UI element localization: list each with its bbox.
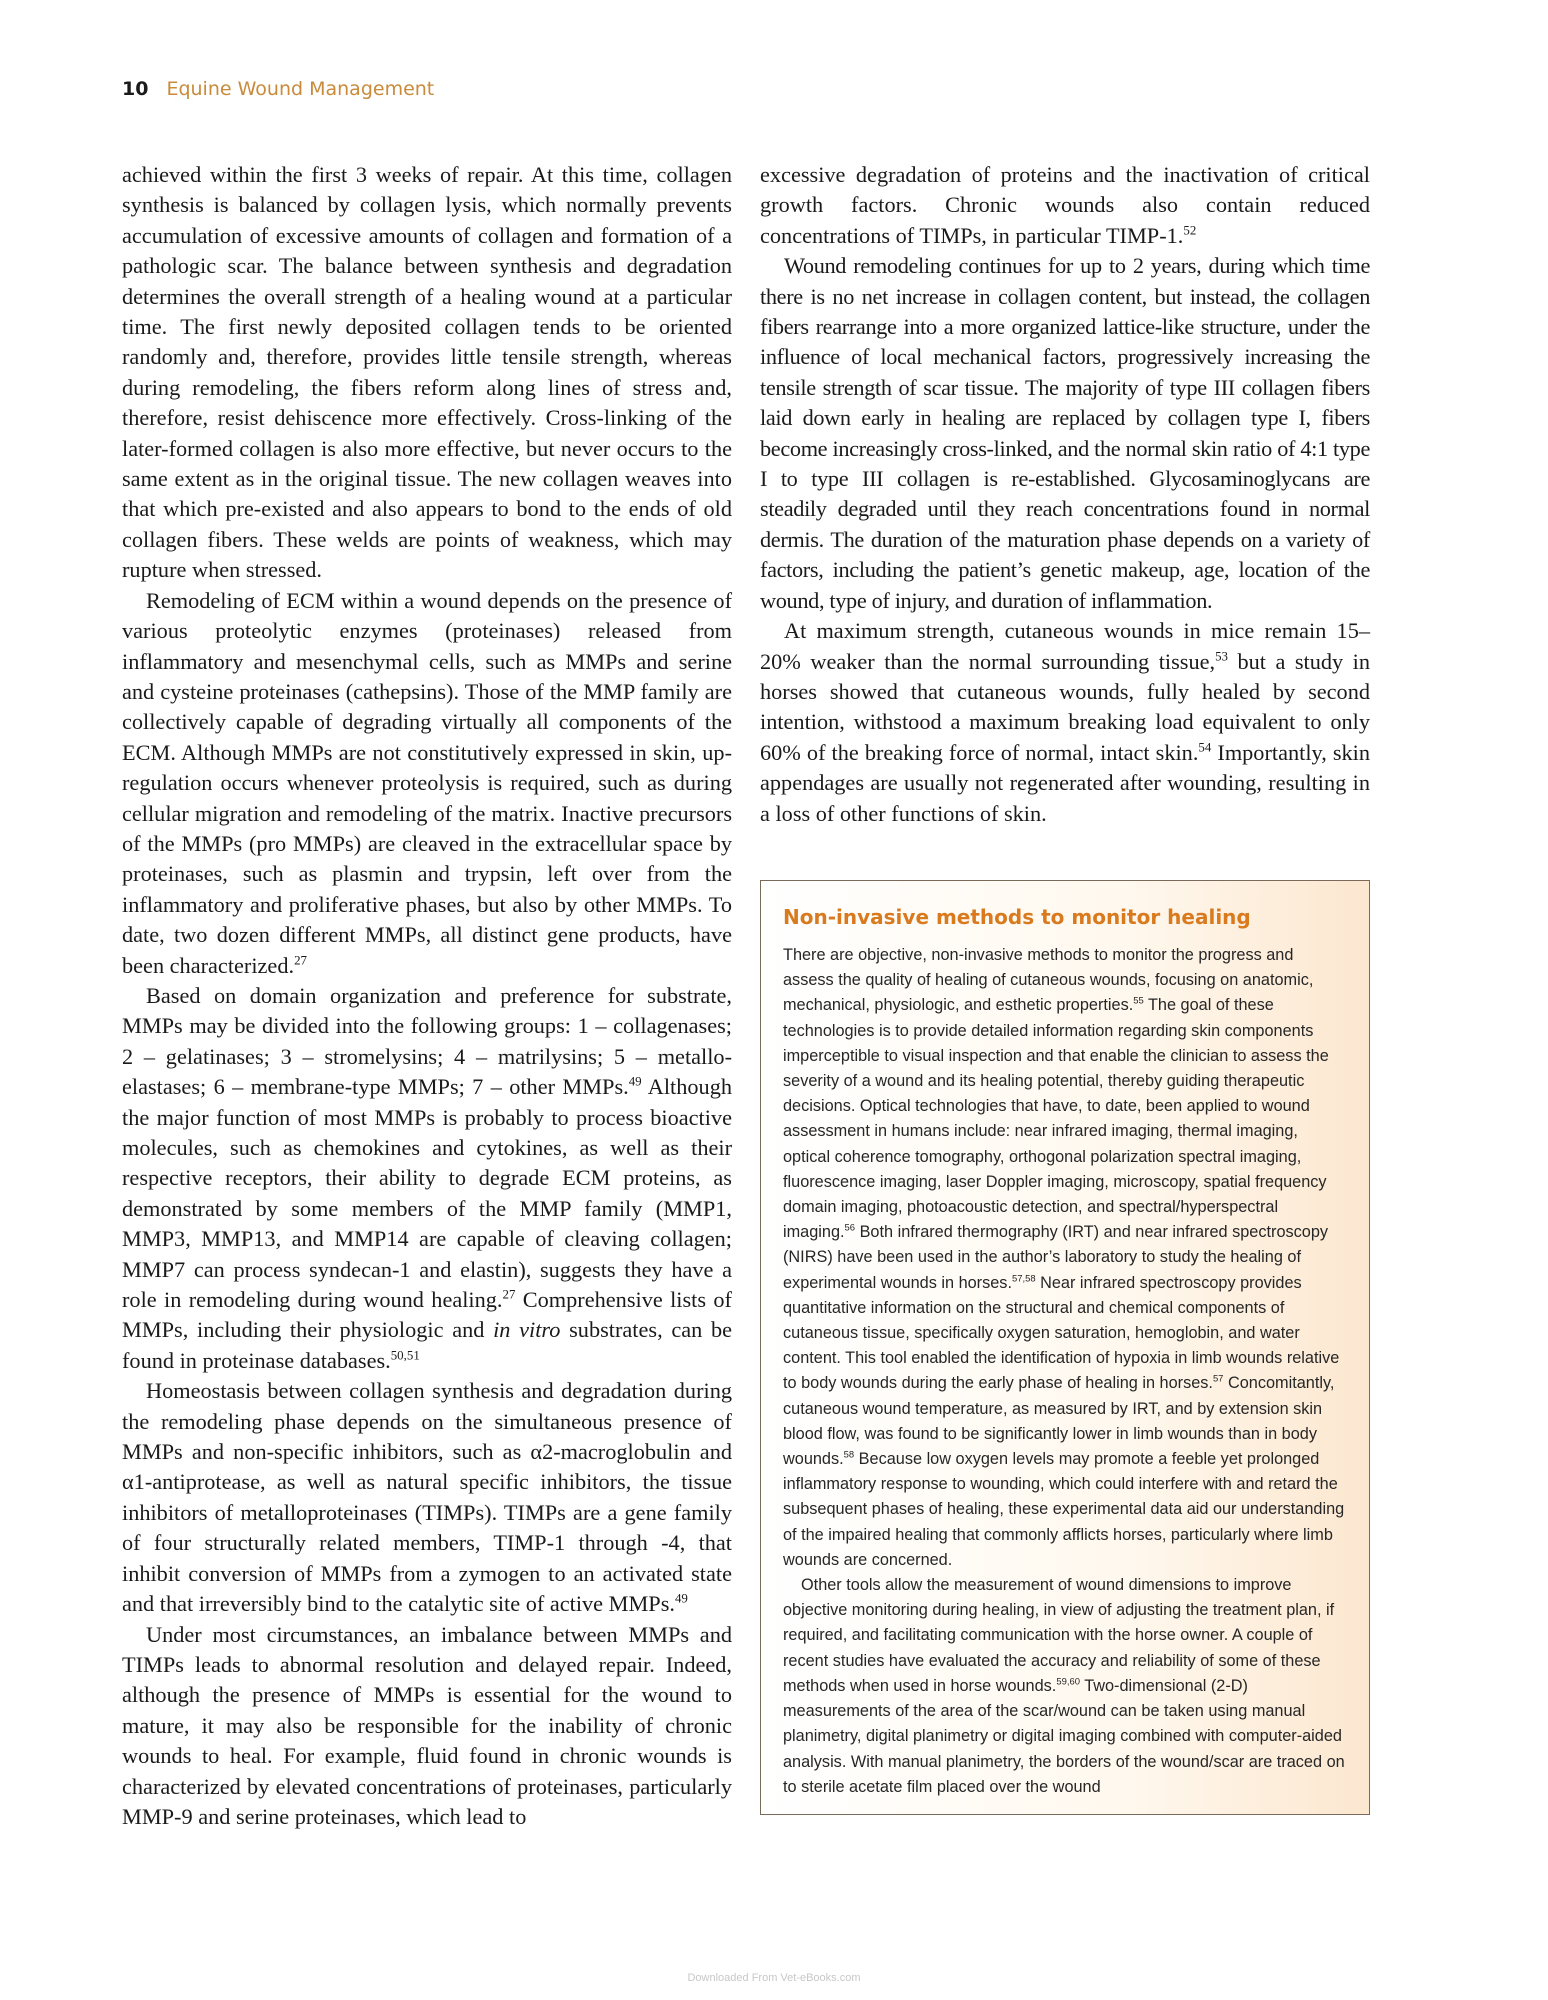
paragraph-text: Two-dimensional (2-D) measurements of the area of the scar/wound can be taken using manual planimetry, digital planimetry or digital imaging combined with computer-aided analysis. With manual planimetry, the borders of the wound/scar are traced on to sterile acetate film placed over the wound (783, 1676, 1345, 1796)
paragraph (760, 251, 1370, 616)
paragraph (122, 1620, 732, 1833)
page-number: 10 (122, 78, 149, 100)
paragraph (760, 616, 1370, 829)
citation-ref: 57,58 (1011, 1273, 1036, 1285)
paragraph-text: Wound remodeling continues for up to 2 years, during which time there is no net increase in collagen content, but instead, the collagen fibers rearrange into a more organized lattice-like structure, under the influence of local mechanical factors, progressively increasing the tensile strength of scar tissue. The majority of type III collagen fibers laid down early in healing are replaced by collagen type I, fibers become increasingly cross-linked, and the normal skin ratio of 4:1 type I to type III collagen is re-established. Glycosaminoglycans are steadily degraded until they reach concentrations found in normal dermis. The duration of the maturation phase depends on a variety of factors, including the patient’s genetic makeup, age, location of the wound, type of injury, and duration of inflammation. (760, 253, 1370, 613)
citation-ref: 53 (1215, 648, 1228, 664)
running-title: Equine Wound Management (166, 78, 435, 100)
paragraph (122, 160, 732, 586)
paragraph-text: Comprehensive lists of MMPs, including their physiologic and (122, 1287, 732, 1343)
paragraph-text: Although the major function of most MMPs is probably to process bioactive molecules, such as chemokines and cytokines, as well as their respective receptors, their ability to degrade ECM proteins, as demonstrated by some members of the MMP family (MMP1, MMP3, MMP13, and MMP14 are capable of cleaving collagen; MMP7 can process syndecan-1 and elastin), suggests they have a role in remodeling during wound healing. (122, 1074, 732, 1313)
paragraph-text: excessive degradation of proteins and the inactivation of critical growth factors. Chronic wounds also contain reduced concentrations of TIMPs, in particular TIMP-1. (760, 162, 1370, 248)
paragraph-text: At maximum strength, cutaneous wounds in mice remain 15–20% weaker than the normal surrounding tissue, (760, 618, 1370, 674)
citation-ref: 49 (674, 1590, 688, 1606)
paragraph (122, 586, 732, 981)
paragraph-text: Based on domain organization and preference for substrate, MMPs may be divided into the following groups: 1 – collagenases; 2 – gelatinases; 3 – stromelysins; 4 – matrilysins; 5 – metallo-elastases; 6 – membrane-type MMPs; 7 – other MMPs. (122, 982, 732, 1100)
running-header (122, 78, 434, 100)
citation-ref: 54 (1198, 739, 1212, 755)
paragraph-text: Near infrared spectroscopy provides quantitative information on the structural and chemical components of cutaneous tissue, specifically oxygen saturation, hemoglobin, and water content. This tool enabled the identification of hypoxia in limb wounds relative to body wounds during the early phase of healing in horses. (783, 1273, 1340, 1393)
paragraph-text: Other tools allow the measurement of wound dimensions to improve objective monitoring during healing, in view of adjusting the treatment plan, if required, and facilitating communication with the horse owner. A couple of recent studies have evaluated the accuracy and reliability of some of these methods when used in horse wounds. (783, 1576, 1335, 1695)
paragraph-text: Because low oxygen levels may promote a feeble yet prolonged inflammatory response to wounding, which could interfere with and retard the subsequent phases of healing, these experimental data aid our understanding of the impaired healing that commonly afflicts horses, particularly where limb wounds are concerned. (783, 1450, 1345, 1569)
paragraph-text: Concomitantly, cutaneous wound temperature, as measured by IRT, and by extension skin blood flow, was found to be significantly lower in limb wounds than in body wounds. (783, 1374, 1335, 1469)
citation-ref: 58 (843, 1449, 855, 1461)
paragraph-text: Both infrared thermography (IRT) and near infrared spectroscopy (NIRS) have been used in the author’s laboratory to study the healing of experimental wounds in horses. (783, 1223, 1329, 1292)
paragraph-text: substrates, can be found in proteinase databases. (122, 1317, 733, 1373)
paragraph-text: The goal of these technologies is to provide detailed information regarding skin components imperceptible to visual inspection and that enable the clinician to assess the severity of a wound and its healing potential, thereby guiding therapeutic decisions. Optical technologies that have, to date, been applied to wound assessment in humans include: near infrared imaging, thermal imaging, optical coherence tomography, orthogonal polarization spectral imaging, fluorescence imaging, laser Doppler imaging, microscopy, spatial frequency domain imaging, photoacoustic detection, and spectral/hyperspectral imaging. (783, 996, 1329, 1242)
citation-ref: 27 (294, 952, 307, 968)
citation-ref: 56 (844, 1222, 856, 1234)
download-footer: Downloaded From Vet-eBooks.com (687, 1972, 861, 1984)
paragraph-text: but a study in horses showed that cutaneous wounds, fully healed by second intention, withstood a maximum breaking load equivalent to only 60% of the breaking force of normal, intact skin. (760, 648, 1370, 765)
paragraph-text: Under most circumstances, an imbalance between MMPs and TIMPs leads to abnormal resolution and delayed repair. Indeed, although the presence of MMPs is essential for the wound to mature, it may also be responsible for the inability of chronic wounds to heal. For example, fluid found in chronic wounds is characterized by elevated concentrations of proteinases, particularly MMP-9 and serine proteinases, which lead to (122, 1621, 732, 1829)
box-paragraph (783, 1573, 1347, 1800)
citation-ref: 27 (502, 1286, 516, 1302)
paragraph-text: Remodeling of ECM within a wound depends on the presence of various proteolytic enzymes (proteinases) released from inflammatory and mesenchymal cells, such as MMPs and serine and cysteine proteinases (cathepsins). Those of the MMP family are collectively capable of degrading virtually all components of the ECM. Although MMPs are not constitutively expressed in skin, up-regulation occurs whenever proteolysis is required, such as during cellular migration and remodeling of the matrix. Inactive precursors of the MMPs (pro MMPs) are cleaved in the extracellular space by proteinases, such as plasmin and trypsin, left over from the inflammatory and proliferative phases, but also by other MMPs. To date, two dozen different MMPs, all distinct gene products, have been characterized. (122, 587, 732, 978)
sidebar-box (760, 880, 1370, 1815)
citation-ref: 55 (1133, 995, 1144, 1007)
citation-ref: 57 (1212, 1374, 1224, 1386)
paragraph (122, 1376, 732, 1619)
box-body (783, 943, 1347, 1800)
right-column (760, 160, 1370, 829)
paragraph-text: Importantly, skin appendages are usually not regenerated after wounding, resulting in a loss of other functions of skin. (760, 739, 1370, 826)
paragraph (122, 981, 732, 1376)
box-title: Non-invasive methods to monitor healing (783, 905, 1251, 929)
citation-ref: 52 (1183, 222, 1197, 238)
citation-ref: 59,60 (1056, 1676, 1080, 1688)
box-paragraph (783, 943, 1347, 1573)
italic-term: in vitro (493, 1317, 561, 1343)
paragraph-text: achieved within the first 3 weeks of repair. At this time, collagen synthesis is balanced by collagen lysis, which normally prevents accumulation of excessive amounts of collagen and formation of a pathologic scar. The balance between synthesis and degradation determines the overall strength of a healing wound at a particular time. The first newly deposited collagen tends to be oriented randomly and, therefore, provides little tensile strength, whereas during remodeling, the fibers reform along lines of stress and, therefore, resist dehiscence more effectively. Cross-linking of the later-formed collagen is also more effective, but never occurs to the same extent as in the original tissue. The new collagen weaves into that which pre-existed and also appears to bond to the ends of old collagen fibers. These welds are points of weakness, which may rupture when stressed. (122, 162, 732, 583)
citation-ref: 49 (628, 1073, 642, 1089)
paragraph-text: Homeostasis between collagen synthesis and degradation during the remodeling phase depends on the simultaneous presence of MMPs and non-specific inhibitors, such as α2-macroglobulin and α1-antiprotease, as well as natural specific inhibitors, the tissue inhibitors of metalloproteinases (TIMPs). TIMPs are a gene family of four structurally related members, TIMP-1 through -4, that inhibit conversion of MMPs from a zymogen to an activated state and that irreversibly bind to the catalytic site of active MMPs. (122, 1378, 732, 1617)
paragraph (760, 160, 1370, 251)
citation-ref: 50,51 (390, 1347, 420, 1363)
left-column (122, 160, 732, 1832)
paragraph-text: There are objective, non-invasive methods to monitor the progress and assess the quality of healing of cutaneous wounds, focusing on anatomic, mechanical, physiologic, and esthetic properties. (783, 946, 1314, 1015)
